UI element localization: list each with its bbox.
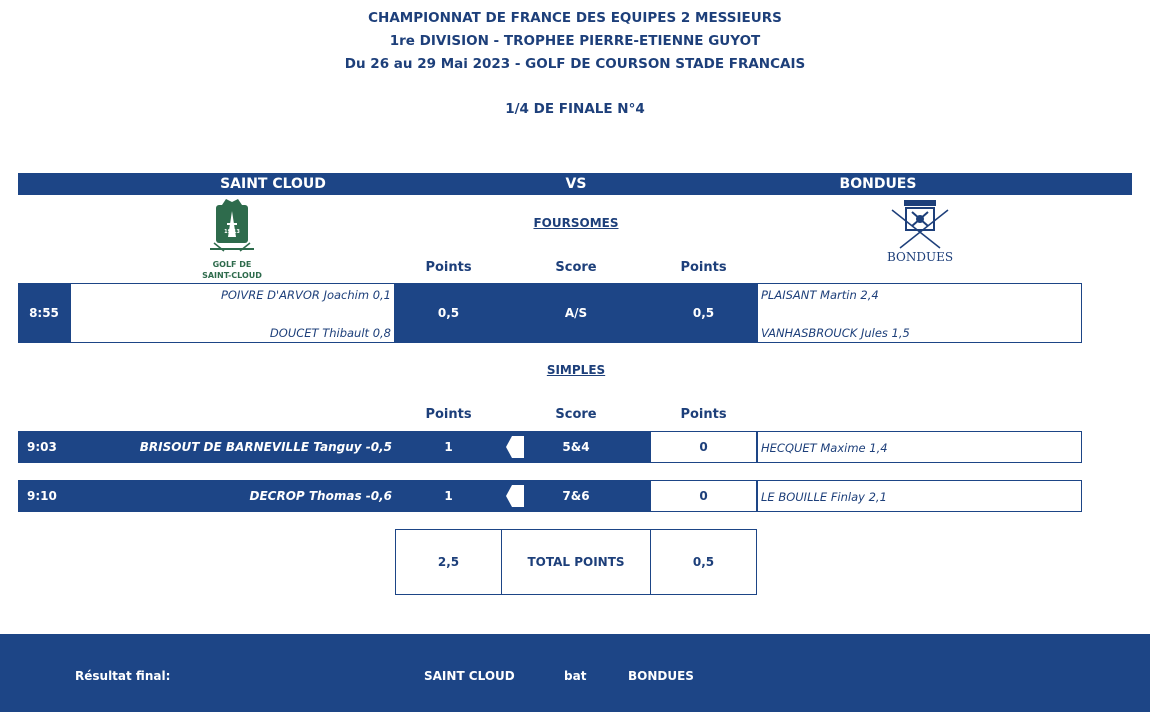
left-players-cell	[70, 283, 395, 343]
team-right-name: BONDUES	[839, 176, 917, 192]
col-right-points-2: Points	[680, 407, 727, 422]
footer-label: Résultat final:	[75, 669, 171, 683]
right-points: 0,5	[692, 306, 715, 320]
saint-cloud-crest-icon	[190, 199, 274, 255]
simples-row	[18, 480, 1082, 512]
right-players-cell	[757, 283, 1082, 343]
left-player-1: POIVRE D'ARVOR Joachim 0,1	[220, 288, 391, 302]
simples-row	[18, 431, 1082, 463]
left-player-2: DOUCET Thibault 0,8	[269, 326, 391, 340]
title-line-1: CHAMPIONNAT DE FRANCE DES EQUIPES 2 MESSIEURS	[368, 10, 782, 26]
match-score: A/S	[564, 306, 588, 320]
right-player-2: VANHASBROUCK Jules 1,5	[761, 326, 910, 340]
col-left-points-2: Points	[425, 407, 472, 422]
team-left-name: SAINT CLOUD	[220, 176, 326, 192]
foursomes-row	[18, 283, 1082, 343]
title-line-3: Du 26 au 29 Mai 2023 - GOLF DE COURSON STADE FRANCAIS	[344, 56, 806, 72]
match-time: 9:10	[27, 489, 57, 503]
right-player-cell	[757, 480, 1082, 512]
logo-years: 19 13	[224, 229, 240, 235]
total-left: 2,5	[395, 529, 502, 595]
footer-bar	[0, 634, 1150, 712]
match-score: 5&4	[562, 440, 590, 454]
match-time: 9:03	[27, 440, 57, 454]
right-player: LE BOUILLE Finlay 2,1	[761, 490, 887, 504]
simples-title: SIMPLES	[546, 363, 606, 377]
right-player-cell	[757, 431, 1082, 463]
col-left-points: Points	[425, 260, 472, 275]
right-points: 0	[650, 480, 757, 512]
total-label: TOTAL POINTS	[501, 529, 651, 595]
match-score: 7&6	[562, 489, 590, 503]
footer-winner: SAINT CLOUD	[424, 669, 515, 683]
col-right-points: Points	[680, 260, 727, 275]
total-right: 0,5	[650, 529, 757, 595]
bondues-logo	[880, 198, 960, 280]
col-score: Score	[555, 260, 597, 275]
logo-text-1: GOLF DE	[212, 260, 252, 269]
right-player-1: PLAISANT Martin 2,4	[761, 288, 879, 302]
left-player: DECROP Thomas -0,6	[249, 489, 392, 503]
left-player: BRISOUT DE BARNEVILLE Tanguy -0,5	[139, 440, 392, 454]
title-line-2: 1re DIVISION - TROPHEE PIERRE-ETIENNE GUYOT	[389, 33, 761, 49]
footer-verb: bat	[564, 669, 587, 683]
right-player: HECQUET Maxime 1,4	[761, 441, 888, 455]
match-time: 8:55	[18, 283, 70, 343]
col-score-2: Score	[555, 407, 597, 422]
left-points: 1	[444, 440, 453, 454]
left-points: 1	[444, 489, 453, 503]
right-points: 0	[650, 431, 757, 463]
round-title: 1/4 DE FINALE N°4	[505, 101, 645, 117]
left-points: 0,5	[437, 306, 460, 320]
bondues-crest-icon	[880, 198, 960, 250]
footer-loser: BONDUES	[628, 669, 694, 683]
team-bar	[18, 173, 1132, 195]
foursomes-title: FOURSOMES	[533, 216, 619, 230]
vs-label: VS	[565, 176, 587, 192]
saint-cloud-logo	[190, 199, 274, 283]
bondues-logo-text: BONDUES	[886, 250, 954, 264]
logo-text-2: SAINT-CLOUD	[202, 271, 262, 280]
